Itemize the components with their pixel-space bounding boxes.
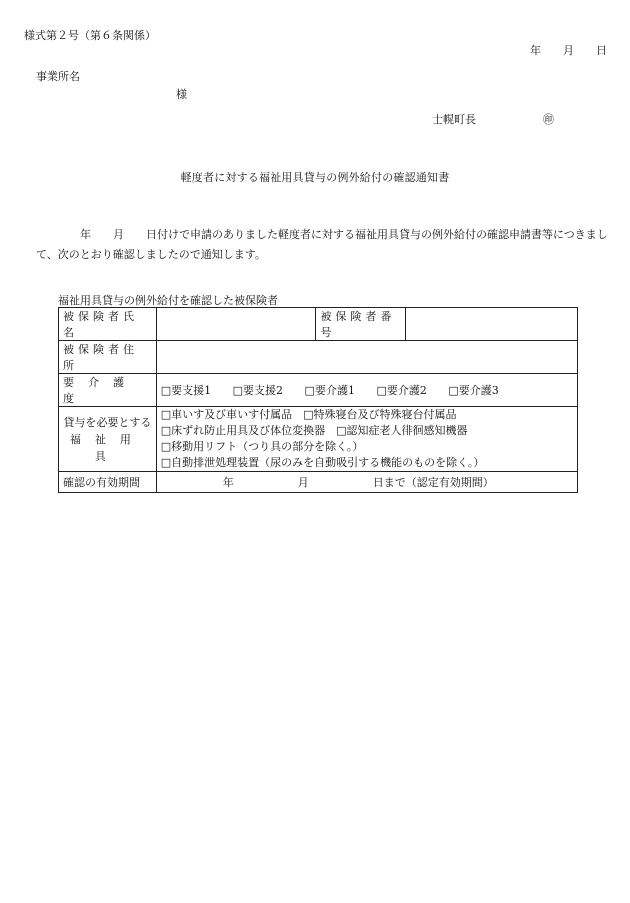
equipment-label — [59, 407, 157, 472]
document-title: 軽度者に対する福祉用具貸与の例外給付の確認通知書 — [180, 171, 450, 184]
equipment-label-line2: 福祉用具 — [69, 432, 145, 463]
date-year: 年 — [530, 44, 541, 57]
insured-person-table — [58, 307, 578, 493]
care-level-support1-checkbox[interactable]: □要支援1 — [160, 384, 212, 397]
validity-period — [156, 472, 577, 493]
issue-date — [530, 42, 607, 58]
body-month: 月 — [113, 228, 124, 241]
care-level-care3-checkbox[interactable]: □要介護3 — [448, 384, 499, 397]
equipment-options — [156, 407, 577, 472]
equipment-label-line1: 貸与を必要とする — [63, 415, 152, 429]
number-label: 被保険者番号 — [316, 308, 406, 341]
equipment-item[interactable]: □車いす及び車いす付属品 □特殊寝台及び特殊寝台付属品 — [160, 408, 457, 421]
body-text: 日付けで申請のありました軽度者に対する福祉用具貸与の例外給付の確認申請書等につきまして、次のとおり確認しましたので通知します。 — [36, 228, 608, 261]
seal-mark: ㊞ — [543, 113, 554, 126]
table-row — [59, 308, 578, 341]
validity-suffix: 日まで（認定有効期間） — [372, 476, 494, 489]
office-name-label: 事業所名 — [36, 70, 80, 83]
table-row — [59, 407, 578, 472]
care-level-care1-checkbox[interactable]: □要介護1 — [304, 384, 355, 397]
validity-year: 年 — [222, 476, 234, 489]
care-level-options — [156, 374, 577, 407]
validity-label: 確認の有効期間 — [59, 472, 157, 493]
form-number: 様式第２号（第６条関係） — [24, 29, 156, 42]
address-label: 被保険者住所 — [59, 341, 157, 374]
table-row — [59, 374, 578, 407]
body-year: 年 — [80, 228, 91, 241]
care-level-label: 要介護度 — [59, 374, 157, 407]
validity-month: 月 — [297, 476, 309, 489]
care-level-support2-checkbox[interactable]: □要支援2 — [232, 384, 284, 397]
number-value — [406, 308, 578, 341]
equipment-item[interactable]: □床ずれ防止用具及び体位変換器 □認知症老人徘徊感知機器 — [160, 424, 468, 437]
equipment-item[interactable]: □自動排泄処理装置（尿のみを自動吸引する機能のものを除く。） — [160, 456, 485, 469]
name-label: 被保険者氏名 — [59, 308, 157, 341]
care-level-care2-checkbox[interactable]: □要介護2 — [376, 384, 427, 397]
name-value — [156, 308, 316, 341]
address-value — [156, 341, 577, 374]
notice-body — [36, 225, 608, 265]
table-row — [59, 472, 578, 493]
table-row — [59, 341, 578, 374]
date-month: 月 — [563, 44, 574, 57]
issuer-title: 士幌町長 — [432, 113, 476, 126]
equipment-item[interactable]: □移動用リフト（つり具の部分を除く。） — [160, 440, 364, 453]
honorific: 様 — [176, 88, 187, 101]
table-caption: 福祉用具貸与の例外給付を確認した被保険者 — [58, 294, 278, 307]
date-day: 日 — [596, 44, 607, 57]
